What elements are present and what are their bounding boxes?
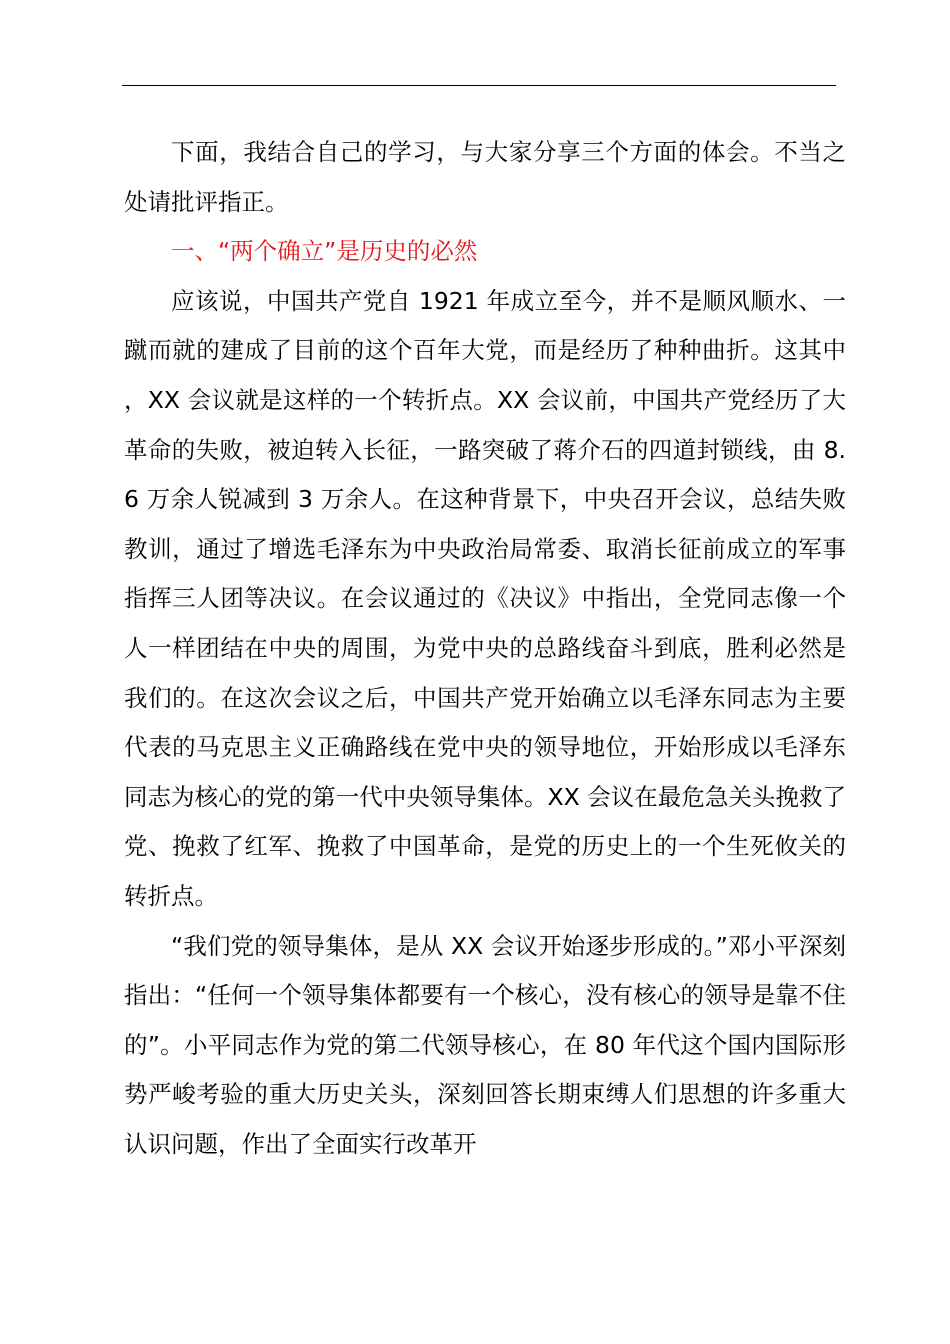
intro-paragraph: 下面，我结合自己的学习，与大家分享三个方面的体会。不当之处请批评指正。 <box>124 138 846 216</box>
header-rule <box>122 85 836 86</box>
document-body <box>124 128 846 1169</box>
body-paragraph: “我们党的领导集体，是从 XX 会议开始逐步形成的。”邓小平深刻指出：“任何一个领导集体都要有一个核心，没有核心的领导是靠不住的”。小平同志作为党的第二代领导核心，在 80 年代这个国内国际形势严峻考验的重大历史关头，深刻回答长期束缚人们思想的许多重大认识问题，作出了全面实行改革开 <box>124 931 846 1158</box>
body-paragraph: 应该说，中国共产党自 1921 年成立至今，并不是顺风顺水、一蹴而就的建成了目前的这个百年大党，而是经历了种种曲折。这其中，XX 会议就是这样的一个转折点。XX 会议前，中国共产党经历了大革命的失败，被迫转入长征，一路突破了蒋介石的四道封锁线，由 8.6 万余人锐减到 3 万余人。在这种背景下，中央召开会议，总结失败教训，通过了增选毛泽东为中央政治局常委、取消长征前成立的军事指挥三人团等决议。在会议通过的《决议》中指出，全党同志像一个人一样团结在中央的周围，为党中央的总路线奋斗到底，胜利必然是我们的。在这次会议之后，中国共产党开始确立以毛泽东同志为主要代表的马克思主义正确路线在党中央的领导地位，开始形成以毛泽东同志为核心的党的第一代中央领导集体。XX 会议在最危急关头挽救了党、挽救了红军、挽救了中国革命，是党的历史上的一个生死攸关的转折点。 <box>124 286 846 910</box>
section-heading: 一、“两个确立”是历史的必然 <box>171 237 478 266</box>
